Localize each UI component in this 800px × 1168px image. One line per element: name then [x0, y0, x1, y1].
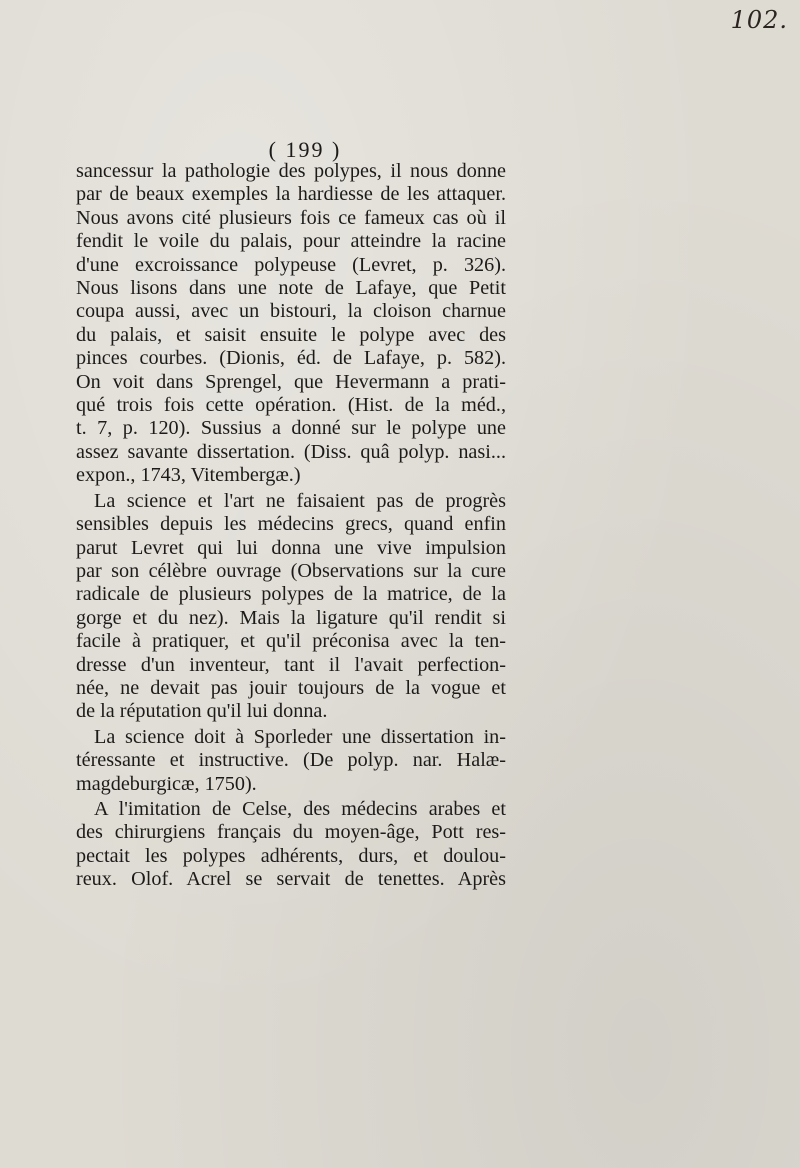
- text-line: sensibles depuis les médecins grecs, quand enfin: [76, 513, 506, 536]
- text-line: du palais, et saisit ensuite le polype avec des: [76, 323, 506, 346]
- paragraph: [76, 490, 506, 724]
- text-line: On voit dans Sprengel, que Hevermann a prati-: [76, 370, 506, 393]
- paragraph: [76, 798, 506, 892]
- text-line: radicale de plusieurs polypes de la matrice, de la: [76, 583, 506, 606]
- text-line: d'une excroissance polypeuse (Levret, p. 326).: [76, 253, 506, 276]
- text-line: Nous lisons dans une note de Lafaye, que Petit: [76, 277, 506, 300]
- text-line: expon., 1743, Vitembergæ.): [76, 464, 301, 487]
- text-line: magdeburgicæ, 1750).: [76, 772, 257, 795]
- text-line: née, ne devait pas jouir toujours de la vogue et: [76, 676, 506, 699]
- text-line: coupa aussi, avec un bistouri, la cloison charnue: [76, 300, 506, 323]
- text-line: téressante et instructive. (De polyp. nar. Halæ-: [76, 749, 506, 772]
- text-line: t. 7, p. 120). Sussius a donné sur le polype une: [76, 417, 506, 440]
- text-line: pinces courbes. (Dionis, éd. de Lafaye, p. 582).: [76, 347, 506, 370]
- handwritten-folio-number: 102.: [730, 6, 788, 34]
- text-line: fendit le voile du palais, pour atteindre la racine: [76, 230, 506, 253]
- text-line: La science doit à Sporleder une dissertation in-: [94, 725, 506, 748]
- paragraph: [76, 726, 506, 796]
- text-line: Nous avons cité plusieurs fois ce fameux cas où il: [76, 206, 506, 229]
- text-line: facile à pratiquer, et qu'il préconisa avec la ten-: [76, 630, 506, 653]
- text-line: par de beaux exemples la hardiesse de les attaquer.: [76, 183, 506, 206]
- text-line: dresse d'un inventeur, tant il l'avait perfection-: [76, 653, 506, 676]
- text-line: par son célèbre ouvrage (Observations sur la cure: [76, 559, 506, 582]
- text-line: reux. Olof. Acrel se servait de tenettes. Après: [76, 868, 506, 891]
- text-line: des chirurgiens français du moyen-âge, Pott res-: [76, 821, 506, 844]
- text-line: sancessur la pathologie des polypes, il nous donne: [76, 160, 506, 182]
- body-text: [76, 160, 506, 892]
- text-line: La science et l'art ne faisaient pas de progrès: [94, 489, 506, 512]
- text-line: gorge et du nez). Mais la ligature qu'il rendit si: [76, 606, 506, 629]
- text-line: qué trois fois cette opération. (Hist. de la méd.,: [76, 394, 506, 417]
- text-line: assez savante dissertation. (Diss. quâ polyp. nasi...: [76, 440, 506, 463]
- text-line: de la réputation qu'il lui donna.: [76, 700, 328, 723]
- text-line: A l'imitation de Celse, des médecins arabes et: [94, 797, 506, 820]
- text-line: pectait les polypes adhérents, durs, et doulou-: [76, 844, 506, 867]
- page-number: ( 199 ): [268, 137, 342, 162]
- text-line: parut Levret qui lui donna une vive impulsion: [76, 536, 506, 559]
- paragraph: [76, 160, 506, 488]
